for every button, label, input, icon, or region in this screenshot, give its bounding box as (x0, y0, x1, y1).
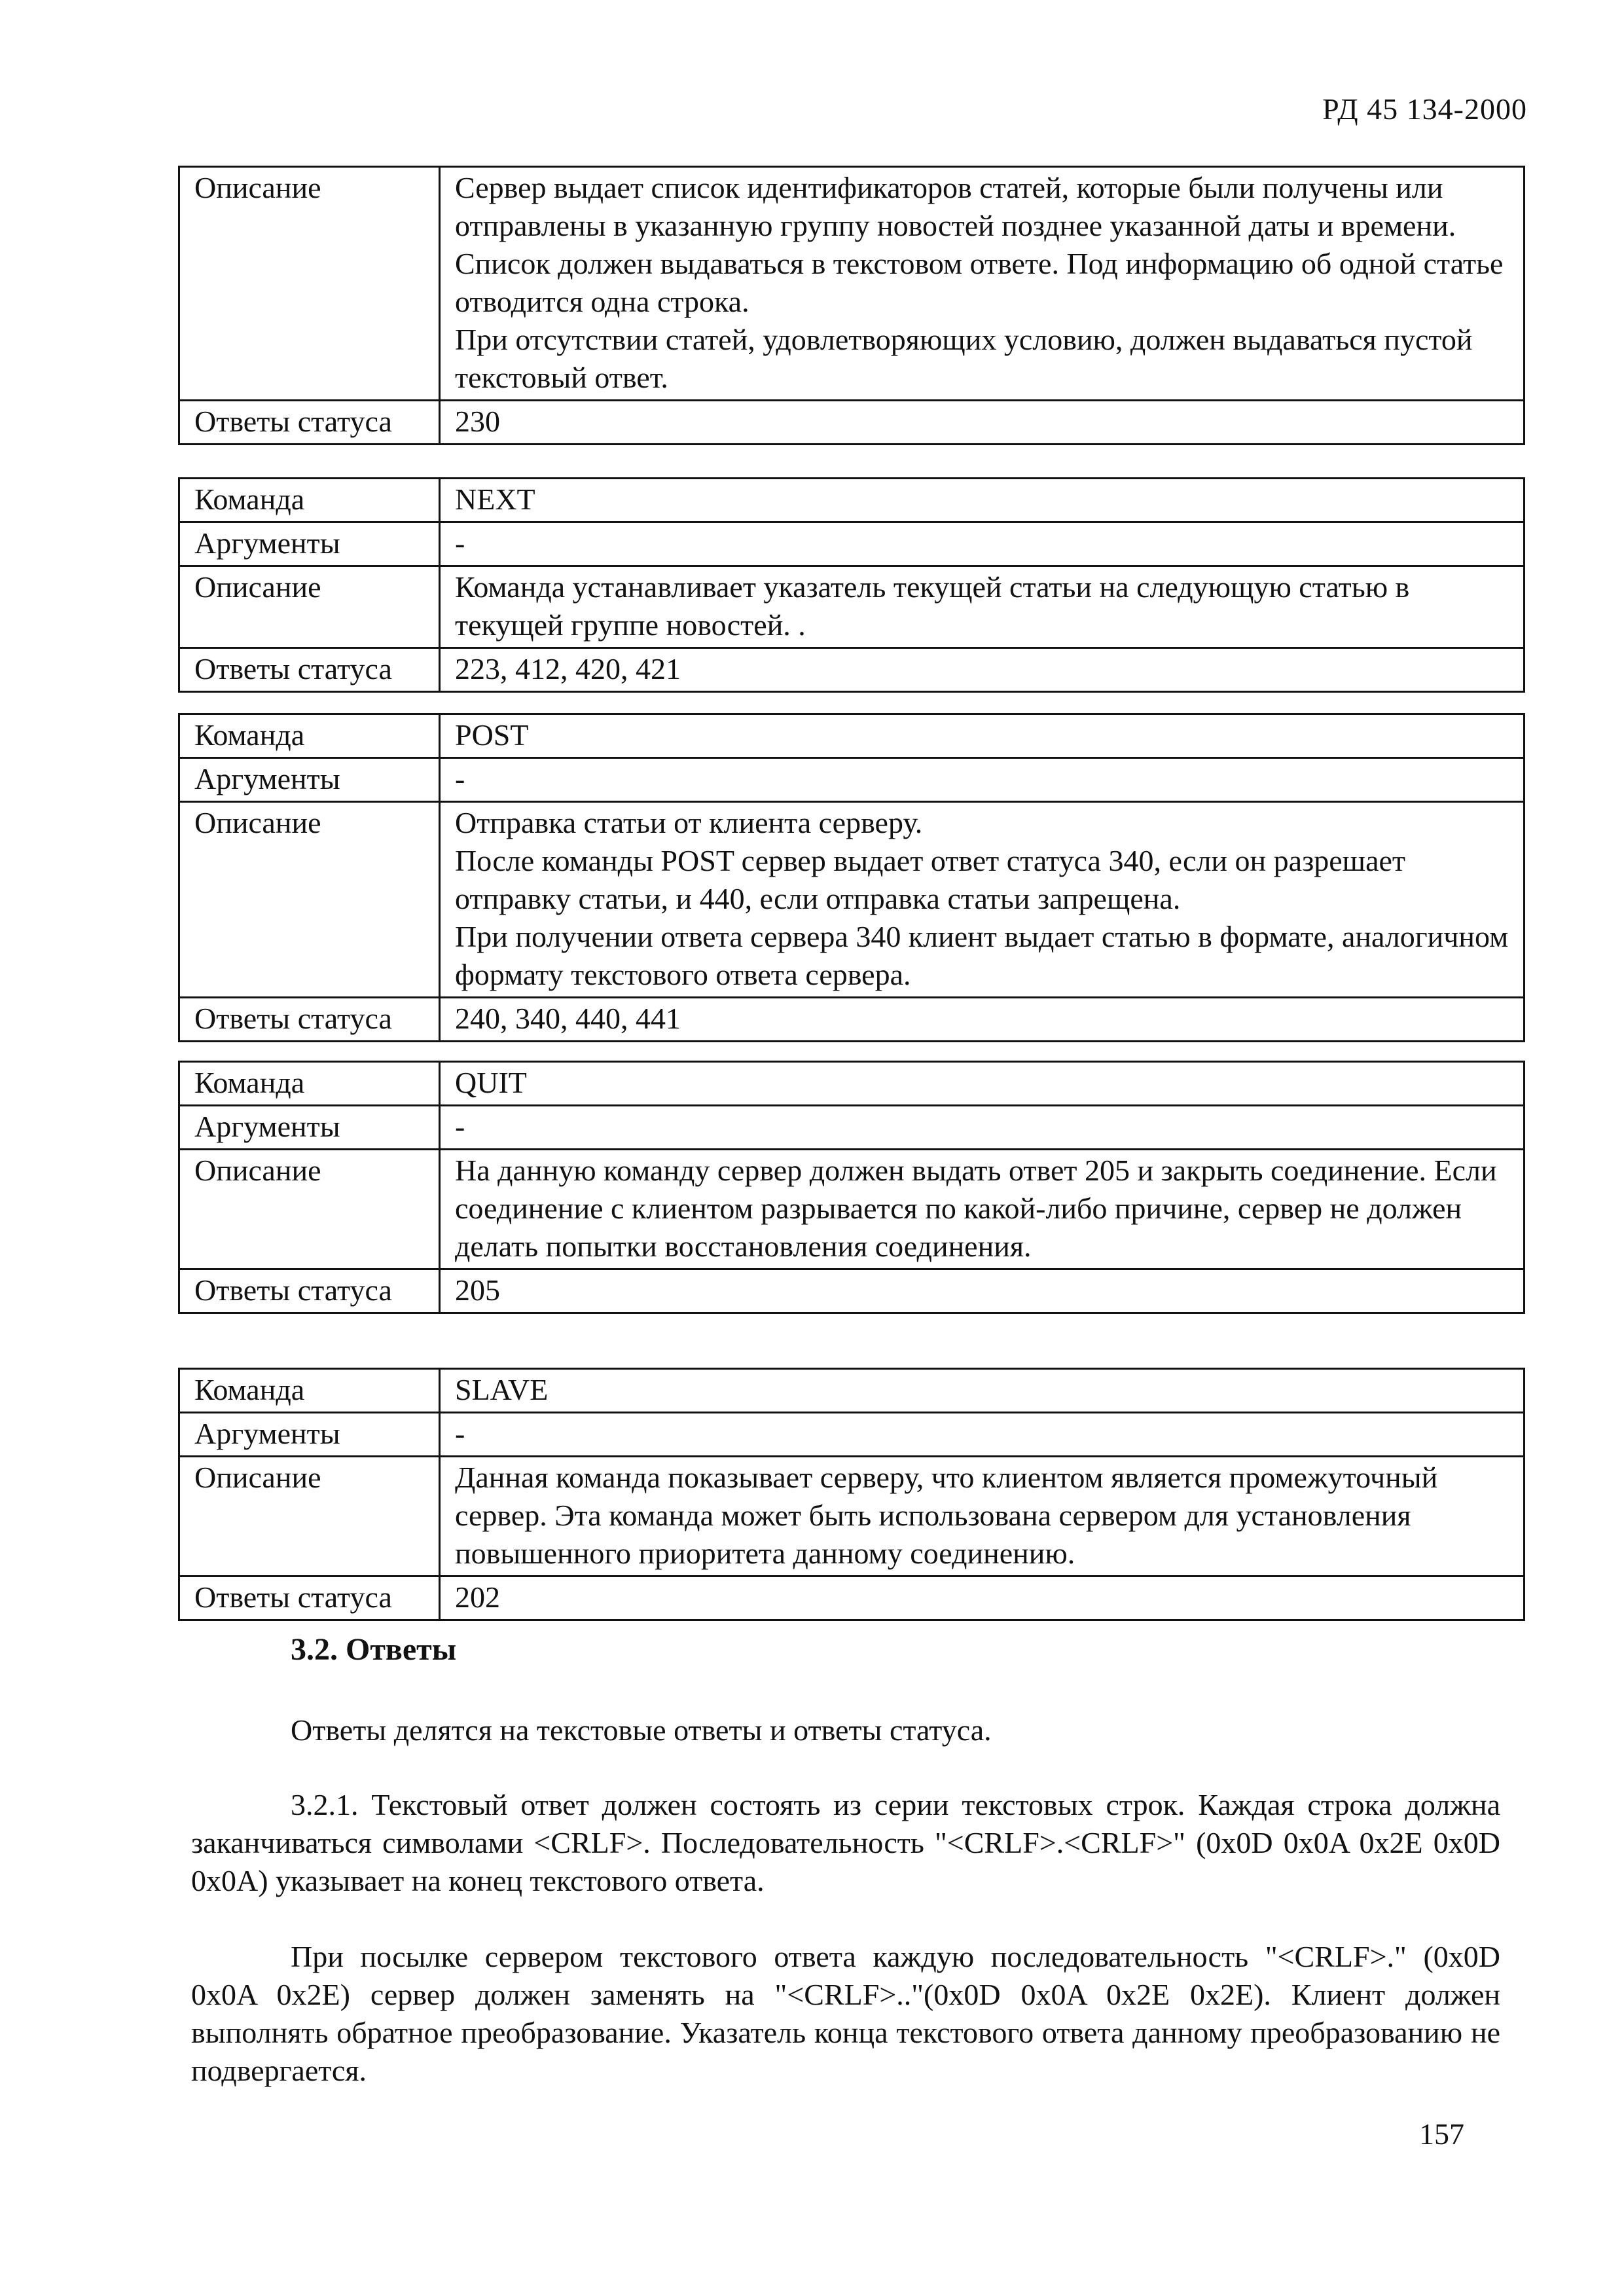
row-label-status: Ответы статуса (179, 1269, 440, 1313)
row-label-description: Описание (179, 566, 440, 648)
table-row (179, 167, 1525, 401)
table-row (179, 1150, 1525, 1269)
row-value-status: 205 (440, 1269, 1525, 1313)
row-label-arguments: Аргументы (179, 1413, 440, 1457)
row-value-arguments: - (440, 522, 1525, 566)
table-row (179, 998, 1525, 1042)
row-label-description: Описание (179, 1457, 440, 1576)
command-table-continuation (178, 166, 1525, 445)
paragraph-3-2-1 (191, 1786, 1500, 1900)
row-value-status: 230 (440, 401, 1525, 445)
table-row (179, 522, 1525, 566)
row-label-arguments: Аргументы (179, 1106, 440, 1150)
row-value-command: QUIT (440, 1062, 1525, 1106)
row-value-command: NEXT (440, 479, 1525, 522)
row-value-description: Отправка статьи от клиента серверу. После команды POST сервер выдает ответ статуса 340, если он разрешает отправку статьи, и 440, если отправка статьи запрещена. При получении ответа сервера 340 клиент выдает статью в формате, аналогичном формату текстового ответа сервера. (440, 802, 1525, 998)
table-row (179, 802, 1525, 998)
table-row (179, 1576, 1525, 1620)
row-label-command: Команда (179, 714, 440, 758)
table-row (179, 1062, 1525, 1106)
row-label-command: Команда (179, 1369, 440, 1413)
table-row (179, 1269, 1525, 1313)
row-label-description: Описание (179, 167, 440, 401)
command-table-next (178, 477, 1525, 693)
section-intro: Ответы делятся на текстовые ответы и ответы статуса. (291, 1713, 992, 1747)
page-number: 157 (1419, 2117, 1464, 2151)
command-table-slave (178, 1368, 1525, 1621)
table-row (179, 1413, 1525, 1457)
row-label-description: Описание (179, 802, 440, 998)
table-row (179, 566, 1525, 648)
table-row (179, 1457, 1525, 1576)
table-row (179, 1106, 1525, 1150)
table-row (179, 479, 1525, 522)
row-label-status: Ответы статуса (179, 401, 440, 445)
row-label-command: Команда (179, 479, 440, 522)
table-row (179, 648, 1525, 692)
row-label-status: Ответы статуса (179, 648, 440, 692)
row-value-description: Данная команда показывает серверу, что клиентом является промежуточный сервер. Эта команда может быть использована сервером для установления повышенного приоритета данному соединению. (440, 1457, 1525, 1576)
table-row (179, 758, 1525, 802)
paragraph-text: При посылке сервером текстового ответа каждую последовательность "<CRLF>." (0x0D 0x0A 0x2E) сервер должен заменять на "<CRLF>.."(0x0D 0x0A 0x2E 0x2E). Клиент должен выполнять обратное преобразование. Указатель конца текстового ответа данному преобразованию не подвергается. (191, 1940, 1500, 2087)
command-table-quit (178, 1061, 1525, 1314)
table-row (179, 1369, 1525, 1413)
table-row (179, 714, 1525, 758)
section-heading: 3.2. Ответы (291, 1632, 457, 1667)
row-label-description: Описание (179, 1150, 440, 1269)
row-value-status: 202 (440, 1576, 1525, 1620)
row-value-arguments: - (440, 758, 1525, 802)
row-value-description: Сервер выдает список идентификаторов статей, которые были получены или отправлены в указанную группу новостей позднее указанной даты и времени. Список должен выдаваться в текстовом ответе. Под информацию об одной статье отводится одна строка. При отсутствии статей, удовлетворяющих условию, должен выдаваться пустой текстовый ответ. (440, 167, 1525, 401)
paragraph-escape-rule (191, 1938, 1500, 2090)
row-value-arguments: - (440, 1106, 1525, 1150)
row-value-status: 240, 340, 440, 441 (440, 998, 1525, 1042)
row-label-status: Ответы статуса (179, 998, 440, 1042)
paragraph-text: 3.2.1. Текстовый ответ должен состоять из серии текстовых строк. Каждая строка должна заканчиваться символами <CRLF>. Последовательность "<CRLF>.<CRLF>" (0x0D 0x0A 0x2E 0x0D 0x0A) указывает на конец текстового ответа. (191, 1788, 1500, 1897)
row-label-command: Команда (179, 1062, 440, 1106)
row-value-status: 223, 412, 420, 421 (440, 648, 1525, 692)
row-value-description: Команда устанавливает указатель текущей статьи на следующую статью в текущей группе новостей. . (440, 566, 1525, 648)
command-table-post (178, 713, 1525, 1042)
row-label-arguments: Аргументы (179, 758, 440, 802)
document-code: РД 45 134-2000 (1322, 92, 1527, 126)
row-label-status: Ответы статуса (179, 1576, 440, 1620)
row-value-command: POST (440, 714, 1525, 758)
row-value-description: На данную команду сервер должен выдать ответ 205 и закрыть соединение. Если соединение с клиентом разрывается по какой-либо причине, сервер не должен делать попытки восстановления соединения. (440, 1150, 1525, 1269)
table-row (179, 401, 1525, 445)
row-label-arguments: Аргументы (179, 522, 440, 566)
row-value-arguments: - (440, 1413, 1525, 1457)
row-value-command: SLAVE (440, 1369, 1525, 1413)
